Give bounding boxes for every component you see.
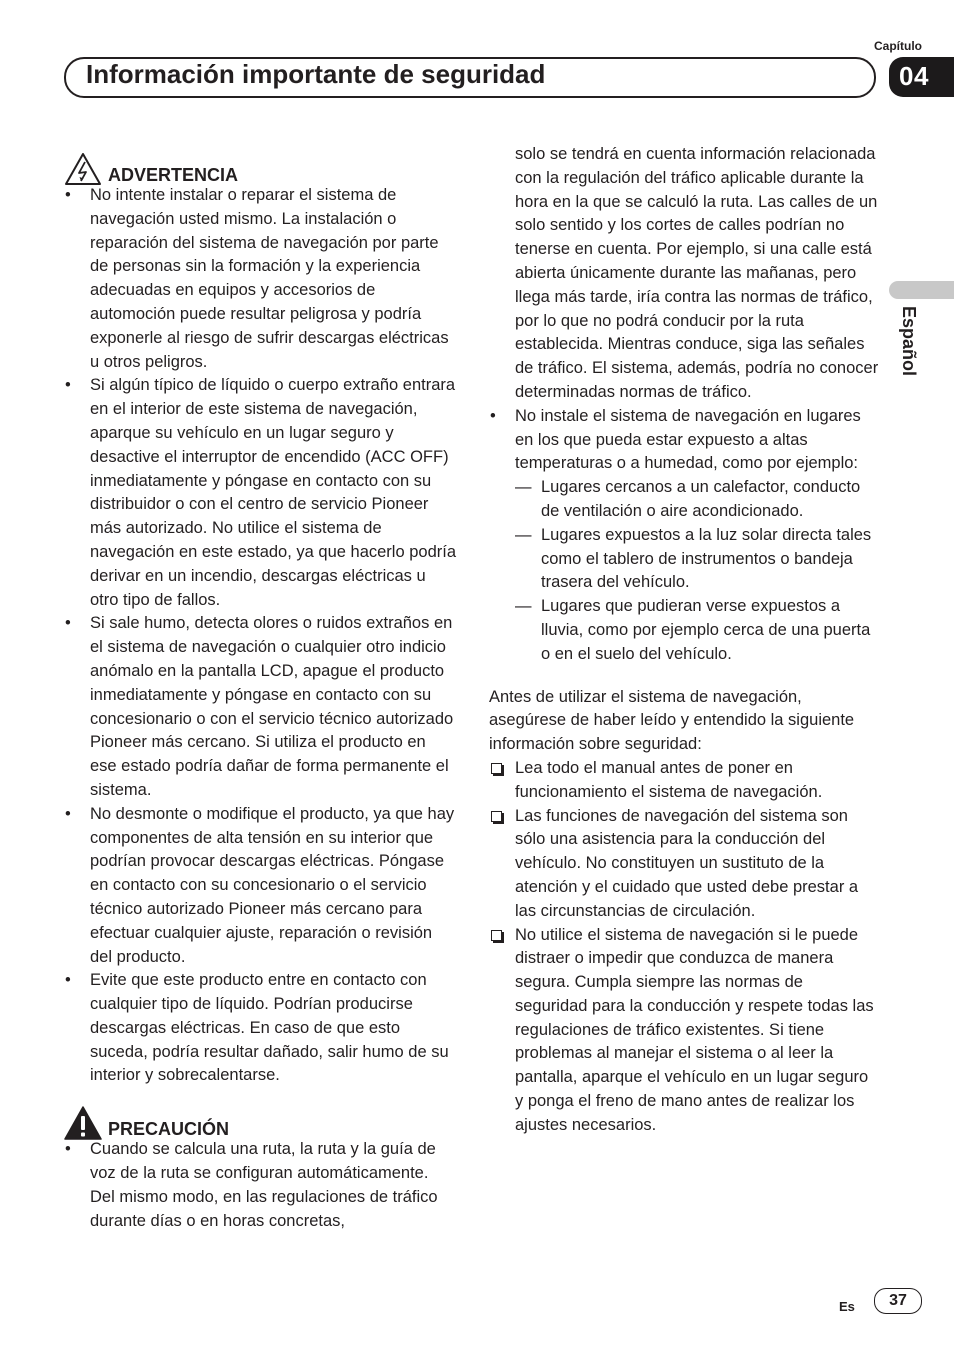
dash-list-item: — Lugares cercanos a un calefactor, conducto de ventilación o aire acondicionado. — [489, 476, 879, 524]
caution-heading — [64, 1104, 456, 1140]
exclamation-caution-icon — [64, 1106, 102, 1140]
warning-bullet: • Evite que este producto entre en contacto con cualquier tipo de líquido. Podrían producirse descargas eléctricas. En caso de que esto suceda, podría resultar dañado, salir humo de su interior y sobrecalentarse. — [64, 969, 456, 1088]
warning-bullet: • No intente instalar o reparar el sistema de navegación usted mismo. La instalación o reparación del sistema de navegación por parte de personas sin la formación y la experiencia adecuadas en equipos y accesorios de automoción puede resultar peligrosa y podría exponerle al riesgo de sufrir descargas eléctricas u otros peligros. — [64, 184, 456, 374]
warning-bullet: • No desmonte o modifique el producto, ya que hay componentes de alta tensión en su interior que podrían provocar descargas eléctricas. Póngase en contacto con su concesionario o el servicio técnico autorizado Pioneer más cercano para efectuar cualquier ajuste, reparación o revisión del producto. — [64, 803, 456, 970]
warning-heading — [64, 150, 456, 186]
chapter-label: Capítulo — [874, 39, 922, 53]
page-number: 37 — [874, 1288, 922, 1314]
caution-continued-text: solo se tendrá en cuenta información relacionada con la regulación del tráfico aplicable durante la hora en la que se calculó la ruta. Las calles de un solo sentido y los cortes de calles podrían no tenerse en cuenta. Por ejemplo, si una calle está abierta únicamente durante las mañanas, pero llega más tarde, iría contra las normas de tráfico, por lo que no podrá conducir por la ruta establecida. Mientras conduce, siga las señales de tráfico. El sistema, además, podría no conocer determinadas normas de tráfico. — [515, 145, 879, 401]
electric-hazard-icon — [64, 152, 102, 186]
warning-bullet: • Si algún típico de líquido o cuerpo extraño entrara en el interior de este sistema de navegación, aparque su vehículo en un lugar seguro y desactive el interruptor de encendido (ACC OFF) inmediatamente y póngase en contacto con su distribuidor o con el centro de servicio Pioneer más autorizado. No utilice el sistema de navegación en este estado, ya que hacerlo podría derivar en un incendio, descargas eléctricas u otro tipo de fallos. — [64, 374, 456, 612]
checklist-item: Lea todo el manual antes de poner en funcionamiento el sistema de navegación. — [489, 757, 879, 805]
warning-bullet: • Si sale humo, detecta olores o ruidos extraños en el sistema de navegación o cualquier otro indicio anómalo en la pantalla LCD, apague el producto inmediatamente y póngase en contacto con su concesionario o con el servicio técnico autorizado Pioneer más cercano. Si utiliza el producto en ese estado podría dañar de forma permanente el sistema. — [64, 612, 456, 802]
chapter-number: 04 — [899, 61, 929, 91]
right-column — [489, 143, 879, 1138]
page-title: Información importante de seguridad — [86, 59, 546, 89]
checklist-item: No utilice el sistema de navegación si le puede distraer o impedir que conduzca de manera segura. Cumpla siempre las normas de seguridad para la conducción y respete todas las regulaciones de tráfico existentes. Si tiene problemas al manejar el sistema o al leer la pantalla, aparque el vehículo en un lugar seguro y ponga el freno de mano antes de realizar los ajustes necesarios. — [489, 924, 879, 1138]
language-tab-label: Español — [899, 306, 919, 377]
caution-title: PRECAUCIÓN — [108, 1119, 230, 1140]
left-column — [64, 150, 456, 1233]
language-tab-marker — [889, 281, 954, 299]
checklist-item: Las funciones de navegación del sistema son sólo una asistencia para la conducción del vehículo. No constituyen un sustituto de la atención y el cuidado que usted debe prestar a las circunstancias de circulación. — [489, 805, 879, 924]
caution-bullet: • Cuando se calcula una ruta, la ruta y la guía de voz de la ruta se configuran automáticamente. Del mismo modo, en las regulaciones de tráfico durante días o en horas concretas, — [64, 1138, 456, 1233]
caution-bullet: • No instale el sistema de navegación en lugares en los que pueda estar expuesto a altas temperaturas o a humedad, como por ejemplo: — [489, 405, 879, 476]
warning-title: ADVERTENCIA — [108, 165, 239, 185]
dash-list-item: — Lugares que pudieran verse expuestos a lluvia, como por ejemplo cerca de una puerta o en el suelo del vehículo. — [489, 595, 879, 666]
intro-paragraph: Antes de utilizar el sistema de navegación, asegúrese de haber leído y entendido la siguiente información sobre seguridad: — [489, 687, 855, 754]
dash-list-item: — Lugares expuestos a la luz solar directa tales como el tablero de instrumentos o bandeja trasera del vehículo. — [489, 524, 879, 595]
footer-language-code: Es — [839, 1299, 855, 1314]
